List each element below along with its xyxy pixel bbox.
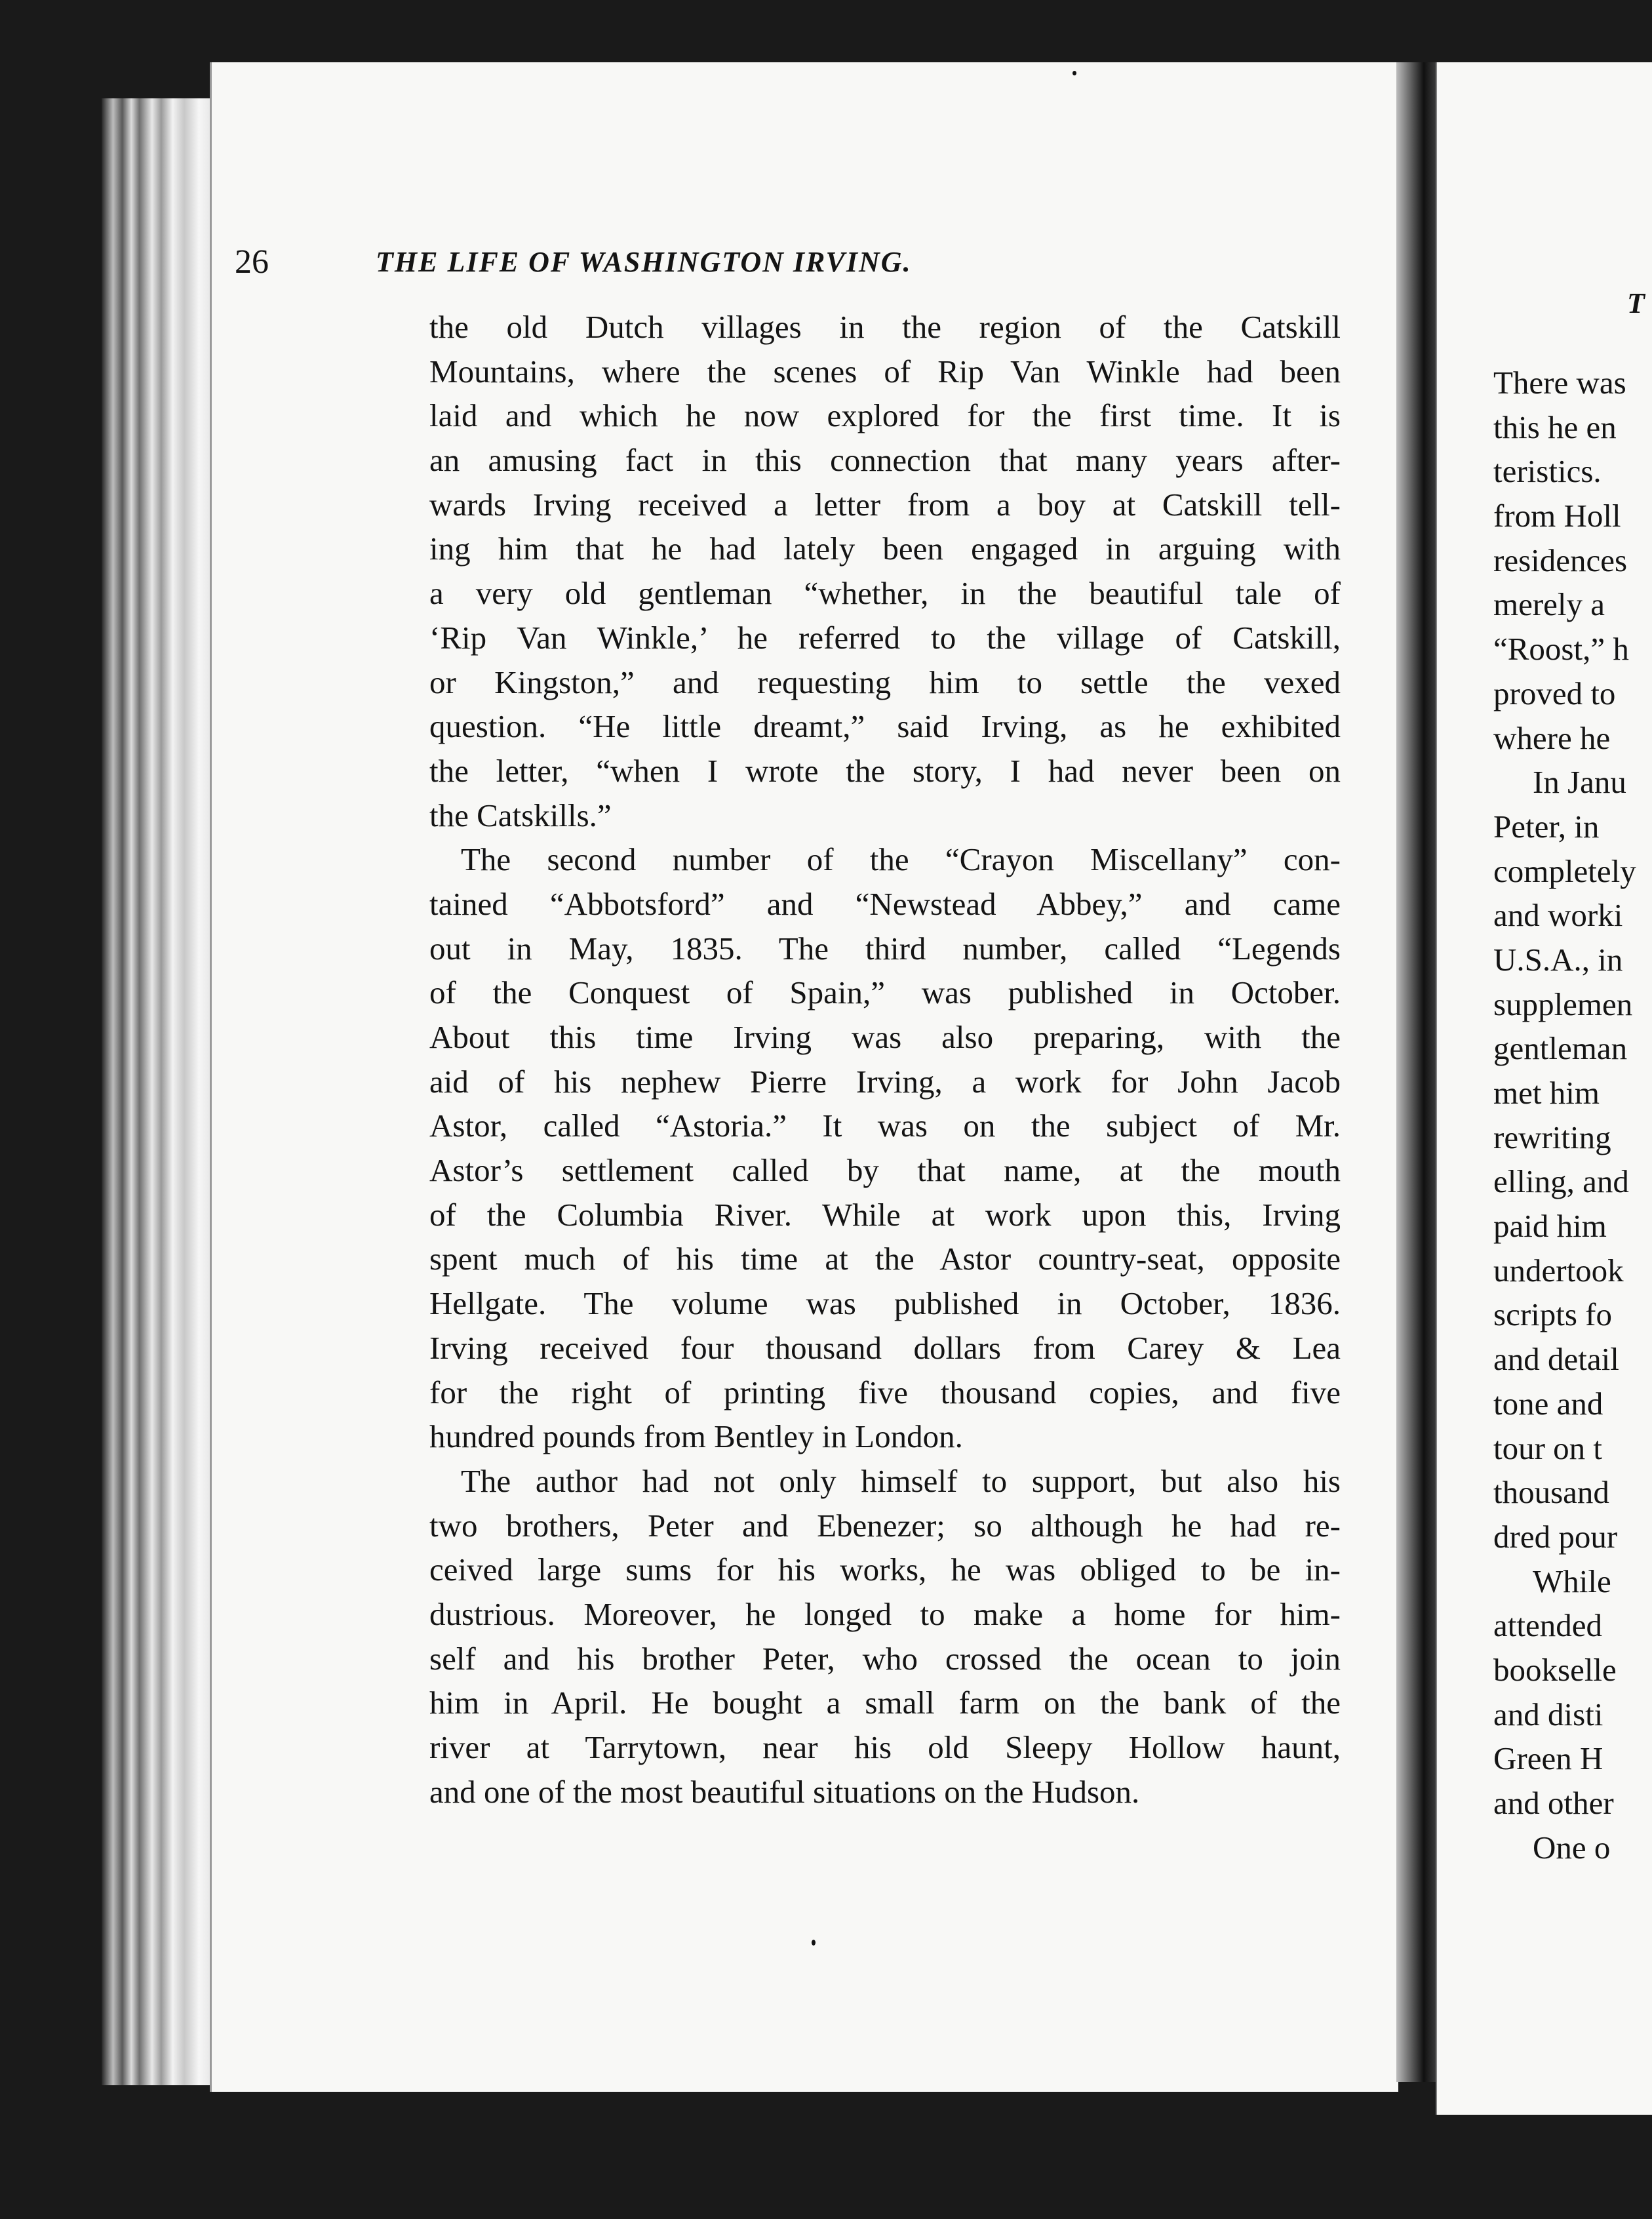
text-line: wards Irving received a letter from a boy at Catskill tell-	[429, 486, 1341, 523]
right-page-text	[1493, 361, 1652, 1869]
text-line: question. “He little dreamt,” said Irving, as he exhibited	[429, 708, 1341, 745]
right-text-line: and other	[1493, 1785, 1614, 1821]
speck	[1072, 71, 1076, 75]
text-line: ceived large sums for his works, he was obliged to be in-	[429, 1551, 1341, 1588]
right-text-line: In Janu	[1533, 764, 1626, 801]
text-line: Hellgate. The volume was published in October, 1836.	[429, 1285, 1341, 1322]
right-text-line: met him	[1493, 1075, 1600, 1111]
text-line: out in May, 1835. The third number, called “Legends	[429, 930, 1341, 967]
text-line: an amusing fact in this connection that many years after-	[429, 442, 1341, 479]
right-text-line: where he	[1493, 719, 1611, 756]
text-line: of the Conquest of Spain,” was published in October.	[429, 974, 1341, 1011]
text-line: of the Columbia River. While at work upon this, Irving	[429, 1196, 1341, 1233]
right-text-line: One o	[1533, 1829, 1611, 1866]
right-text-line: rewriting	[1493, 1119, 1611, 1155]
text-line: the old Dutch villages in the region of the Catskill	[429, 309, 1341, 345]
text-line: a very old gentleman “whether, in the beautiful tale of	[429, 575, 1341, 612]
text-line: tained “Abbotsford” and “Newstead Abbey,” and came	[429, 885, 1341, 922]
right-text-line: supplemen	[1493, 986, 1633, 1022]
text-line: and one of the most beautiful situations on the Hudson.	[429, 1773, 1140, 1810]
right-text-line: U.S.A., in	[1493, 941, 1623, 978]
right-text-line: Green H	[1493, 1740, 1603, 1777]
body-text	[429, 305, 1341, 1814]
text-line: Astor, called “Astoria.” It was on the subject of Mr.	[429, 1108, 1341, 1144]
right-text-line: from Holl	[1493, 498, 1621, 534]
text-line: him in April. He bought a small farm on the bank of the	[429, 1685, 1341, 1721]
page-gutter	[1396, 62, 1436, 2082]
text-line: ing him that he had lately been engaged in arguing with	[429, 530, 1341, 567]
text-line: hundred pounds from Bentley in London.	[429, 1418, 963, 1455]
right-text-line: gentleman	[1493, 1030, 1628, 1067]
text-line: the Catskills.”	[429, 797, 612, 833]
right-text-line: this he en	[1493, 409, 1617, 445]
text-line: The second number of the “Crayon Miscellany” con-	[461, 841, 1341, 878]
speck	[812, 1940, 816, 1946]
text-line: aid of his nephew Pierre Irving, a work for John Jacob	[429, 1063, 1341, 1100]
right-text-line: thousand	[1493, 1474, 1609, 1511]
right-text-line: paid him	[1493, 1208, 1607, 1245]
right-text-line: attended	[1493, 1607, 1602, 1644]
right-text-line: bookselle	[1493, 1651, 1617, 1688]
page-number: 26	[235, 243, 269, 281]
right-text-line: dred pour	[1493, 1518, 1618, 1555]
right-text-line: There was	[1493, 365, 1626, 401]
right-text-line: scripts fo	[1493, 1296, 1612, 1333]
text-line: river at Tarrytown, near his old Sleepy Hollow haunt,	[429, 1729, 1341, 1765]
text-line: or Kingston,” and requesting him to settle the vexed	[429, 664, 1341, 700]
text-line: for the right of printing five thousand copies, and five	[429, 1374, 1341, 1410]
right-text-line: and worki	[1493, 897, 1623, 934]
text-line: spent much of his time at the Astor country-seat, opposite	[429, 1241, 1341, 1277]
text-line: self and his brother Peter, who crossed the ocean to join	[429, 1640, 1341, 1677]
right-text-line: Peter, in	[1493, 808, 1600, 845]
right-page	[1436, 62, 1652, 2115]
right-text-line: completely	[1493, 852, 1636, 889]
text-line: About this time Irving was also preparing, with the	[429, 1019, 1341, 1055]
text-line: laid and which he now explored for the first time. It is	[429, 397, 1341, 434]
running-title: THE LIFE OF WASHINGTON IRVING.	[376, 246, 912, 278]
right-text-line: teristics.	[1493, 453, 1602, 490]
book-binding-edge	[102, 98, 216, 2085]
text-line: the letter, “when I wrote the story, I had never been on	[429, 752, 1341, 789]
right-text-line: proved to	[1493, 675, 1616, 711]
right-running-header: T	[1627, 287, 1645, 319]
right-text-line: residences	[1493, 542, 1628, 578]
text-line: two brothers, Peter and Ebenezer; so although he had re-	[429, 1507, 1341, 1544]
right-text-line: tone and	[1493, 1385, 1603, 1422]
right-text-line: and disti	[1493, 1696, 1603, 1732]
right-text-line: tour on t	[1493, 1429, 1603, 1466]
text-line: Mountains, where the scenes of Rip Van Winkle had been	[429, 353, 1341, 390]
right-text-line: and detail	[1493, 1341, 1619, 1378]
text-line: Irving received four thousand dollars from Carey & Lea	[429, 1329, 1341, 1366]
text-line: The author had not only himself to support, but also his	[461, 1462, 1341, 1499]
running-header	[235, 243, 1336, 282]
right-text-line: While	[1533, 1563, 1611, 1599]
right-text-line: merely a	[1493, 586, 1605, 623]
right-text-line: undertook	[1493, 1252, 1624, 1289]
text-line: ‘Rip Van Winkle,’ he referred to the village of Catskill,	[429, 619, 1341, 656]
right-text-line: elling, and	[1493, 1163, 1629, 1200]
text-line: Astor’s settlement called by that name, at the mouth	[429, 1152, 1341, 1189]
text-line: dustrious. Moreover, he longed to make a home for him-	[429, 1595, 1341, 1632]
right-text-line: “Roost,” h	[1493, 631, 1629, 668]
